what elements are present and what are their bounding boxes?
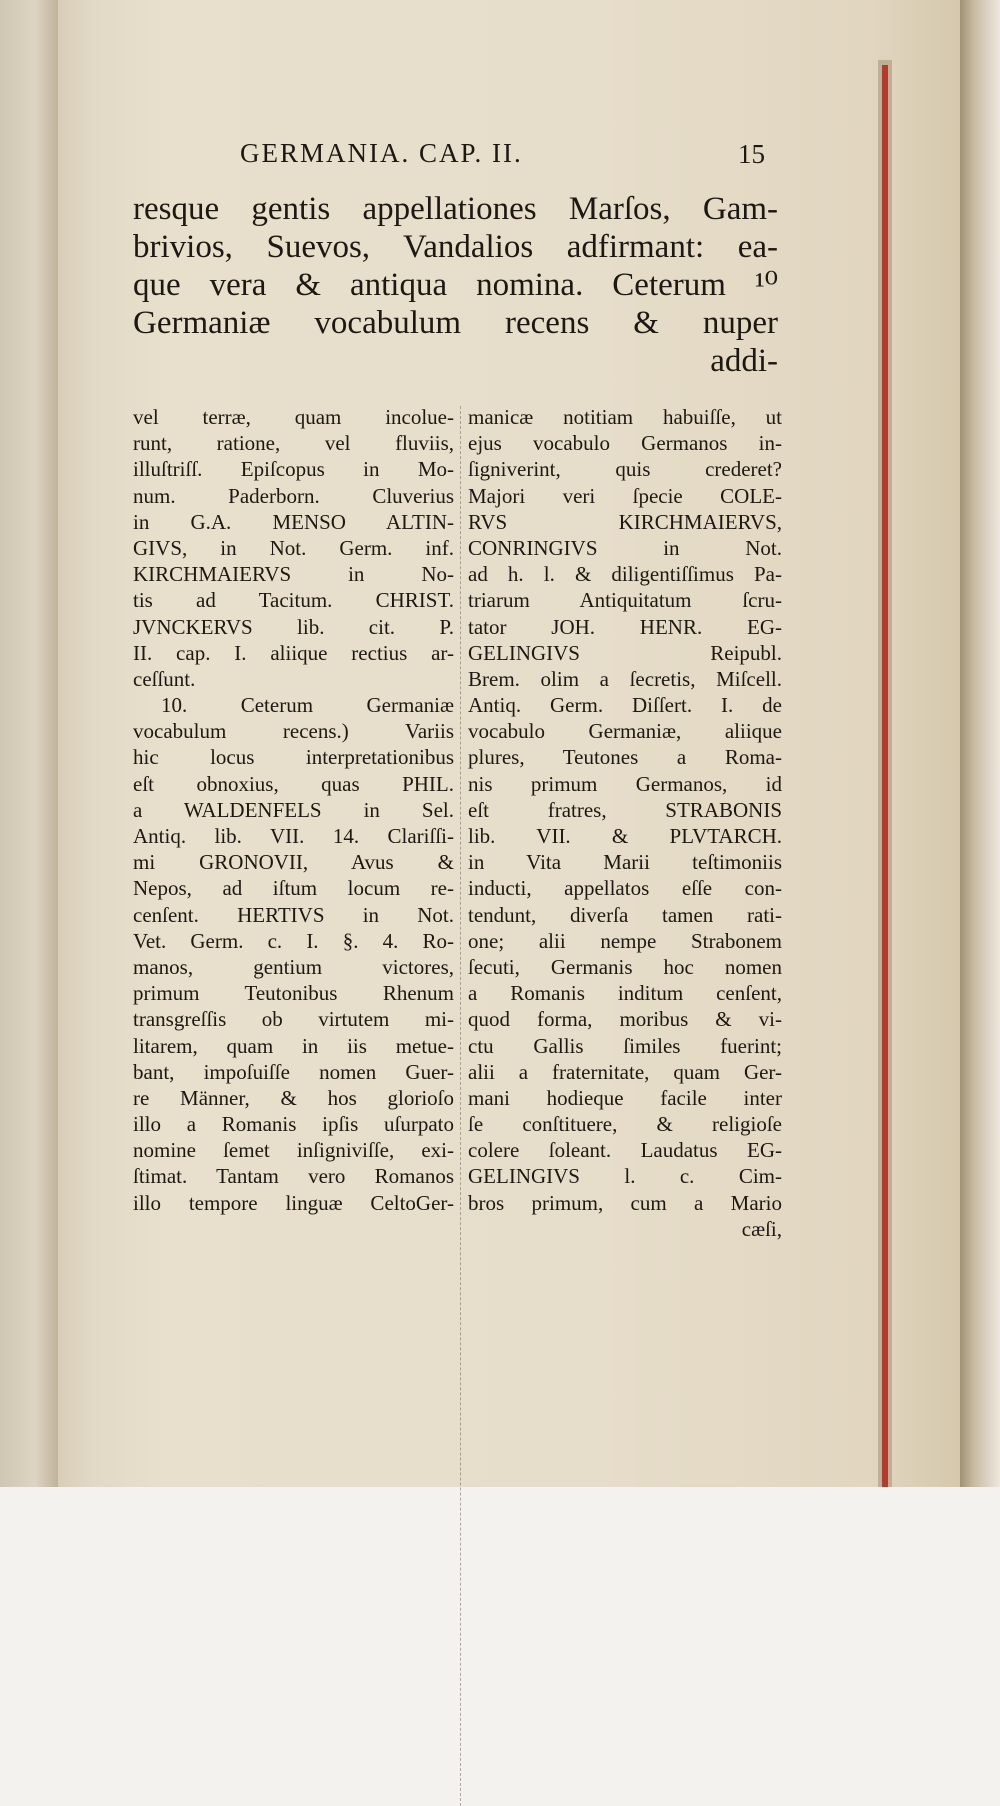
footnote-line: manicæ notitiam habuiſſe, ut — [468, 405, 782, 429]
footnote-line: ad h. l. & diligentiſſimus Pa- — [468, 562, 782, 587]
footnote-line: illo tempore linguæ CeltoGer- — [133, 1190, 454, 1215]
left-page-edge — [0, 0, 58, 1487]
footnote-line: 10. Ceterum Germaniæ — [161, 693, 454, 718]
footnote-line: alii a fraternitate, quam Ger- — [468, 1059, 782, 1084]
footnote-line: eſt fratres, STRABONIS — [468, 797, 782, 822]
footnote-line: ſe conſtituere, & religioſe — [468, 1112, 782, 1137]
footnote-line: litarem, quam in iis metue- — [133, 1033, 454, 1058]
footnote-line: lib. VII. & PLVTARCH. — [468, 824, 782, 848]
footnote-line: ejus vocabulo Germanos in- — [468, 431, 782, 456]
footnote-line: a Romanis inditum cenſent, — [468, 981, 782, 1006]
footnote-line: in Vita Marii teſtimoniis — [468, 850, 782, 875]
footnote-line: runt, ratione, vel fluviis, — [133, 431, 454, 456]
footnote-line: one; alii nempe Strabonem — [468, 928, 782, 953]
footnote-line: nomine ſemet inſigniviſſe, exi- — [133, 1138, 454, 1163]
footnote-line: ſecuti, Germanis hoc nomen — [468, 954, 782, 979]
footnote-line: cenſent. HERTIVS in Not. — [133, 902, 454, 927]
footnote-line: bant, impoſuiſſe nomen Guer- — [133, 1059, 454, 1084]
footnote-column-left — [133, 404, 454, 1216]
footnote-line: re Männer, & hos glorioſo — [133, 1085, 454, 1110]
footnote-line: JVNCKERVS lib. cit. P. — [133, 614, 454, 639]
footnote-line: colere ſoleant. Laudatus EG- — [468, 1138, 782, 1163]
footnote-line: bros primum, cum a Mario — [468, 1190, 782, 1215]
column-divider — [460, 406, 462, 1806]
red-page-edge — [882, 65, 888, 1487]
footnote-line: hic locus interpretationibus — [133, 745, 454, 770]
footnote-line: transgreſſis ob virtutem mi- — [133, 1007, 454, 1032]
main-line: que vera & antiqua nomina. Ceterum ¹⁰ — [133, 267, 778, 303]
main-line: resque gentis appellationes Marſos, Gam- — [133, 191, 778, 227]
footnote-line: nis primum Germanos, id — [468, 771, 782, 796]
footnote-line: num. Paderborn. Cluverius — [133, 483, 454, 508]
catchword: cæſi, — [741, 1216, 782, 1241]
footnote-line: Antiq. lib. VII. 14. Clariſſi- — [133, 824, 454, 848]
footnote-line: triarum Antiquitatum ſcru- — [468, 588, 782, 613]
footnote-line: manos, gentium victores, — [133, 954, 454, 979]
footnote-line: ſtimat. Tantam vero Romanos — [133, 1164, 454, 1189]
main-paragraph — [133, 190, 778, 380]
main-line: brivios, Suevos, Vandalios adfirmant: ea- — [133, 229, 778, 265]
footnote-line: primum Teutonibus Rhenum — [133, 981, 454, 1006]
footnote-line: in G.A. MENSO ALTIN- — [133, 509, 454, 534]
footnote-line: tis ad Tacitum. CHRIST. — [133, 588, 454, 613]
main-line: Germaniæ vocabulum recens & nuper — [133, 305, 778, 341]
footnote-line: vocabulum recens.) Variis — [133, 719, 454, 744]
running-head: GERMANIA. CAP. II. — [240, 138, 523, 168]
footnote-line: illuſtriſſ. Epiſcopus in Mo- — [133, 457, 454, 482]
footnote-line: CONRINGIVS in Not. — [468, 535, 782, 560]
footnote-line: quod forma, moribus & vi- — [468, 1007, 782, 1032]
footnote-line: ctu Gallis ſimiles fuerint; — [468, 1033, 782, 1058]
footnote-line: GELINGIVS Reipubl. — [468, 640, 782, 665]
footnote-line: Brem. olim a ſecretis, Miſcell. — [468, 666, 782, 691]
footnote-line: vel terræ, quam incolue- — [133, 405, 454, 429]
footnote-line: illo a Romanis ipſis uſurpato — [133, 1112, 454, 1137]
footnote-line: tator JOH. HENR. EG- — [468, 614, 782, 639]
footnote-line: II. cap. I. aliique rectius ar- — [133, 640, 454, 665]
footnote-line: Antiq. Germ. Diſſert. I. de — [468, 693, 782, 718]
footnote-line: tendunt, diverſa tamen rati- — [468, 902, 782, 927]
footnote-line: vocabulo Germaniæ, aliique — [468, 719, 782, 744]
footnote-line: ceſſunt. — [133, 666, 196, 691]
footnote-line: Majori veri ſpecie COLE- — [468, 483, 782, 508]
footnote-line: GIVS, in Not. Germ. inf. — [133, 535, 454, 560]
footnote-line: KIRCHMAIERVS in No- — [133, 562, 454, 587]
footnote-line: inducti, appellatos eſſe con- — [468, 876, 782, 901]
right-background — [960, 0, 1000, 1487]
footnote-column-right — [468, 404, 782, 1242]
footnote-line: mani hodieque facile inter — [468, 1085, 782, 1110]
footnote-line: eſt obnoxius, quas PHIL. — [133, 771, 454, 796]
footnote-line: ſigniverint, quis crederet? — [468, 457, 782, 482]
footnote-line: plures, Teutones a Roma- — [468, 745, 782, 770]
catchword: addi- — [710, 343, 778, 379]
footnote-line: Vet. Germ. c. I. §. 4. Ro- — [133, 928, 454, 953]
footnote-line: GELINGIVS l. c. Cim- — [468, 1164, 782, 1189]
footnote-line: RVS KIRCHMAIERVS, — [468, 509, 782, 534]
footnote-line: a WALDENFELS in Sel. — [133, 797, 454, 822]
footnote-line: mi GRONOVII, Avus & — [133, 850, 454, 875]
page-number: 15 — [738, 139, 765, 169]
footnote-line: Nepos, ad iſtum locum re- — [133, 876, 454, 901]
